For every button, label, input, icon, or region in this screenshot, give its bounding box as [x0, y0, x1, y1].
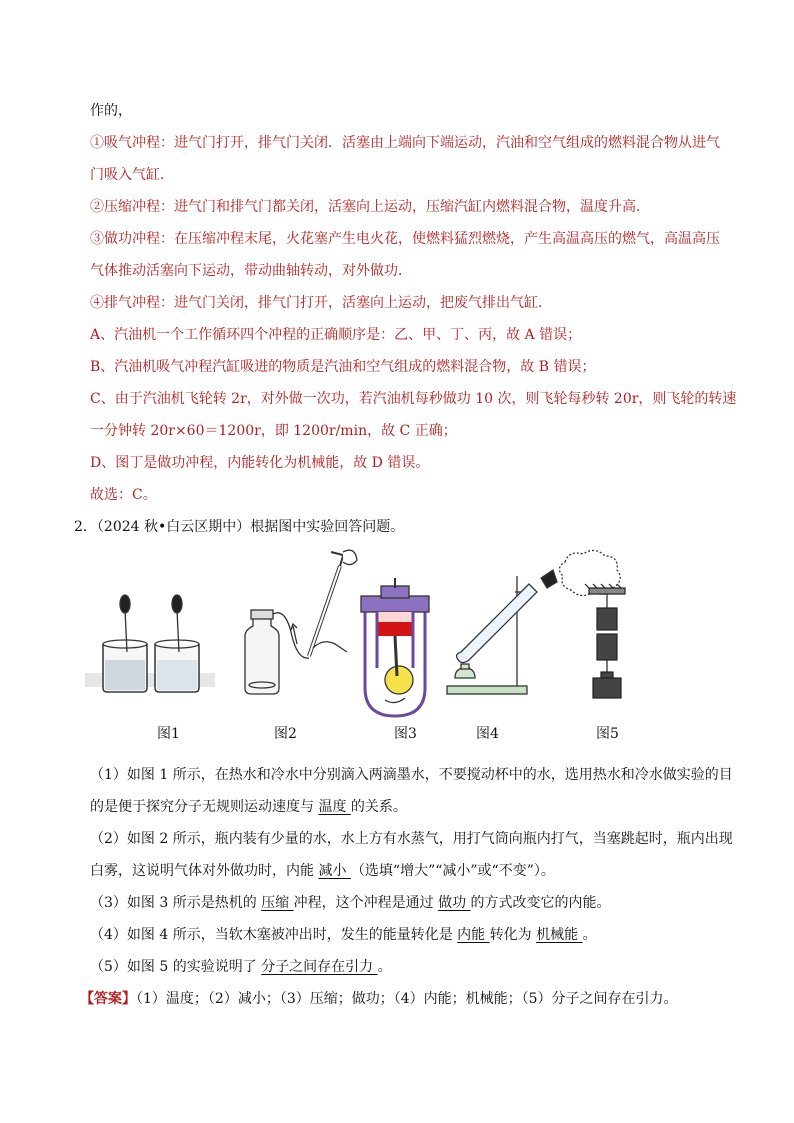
q4-text-end: 。: [582, 927, 597, 943]
stroke2-line: ②压缩冲程：进气门和排气门都关闭，活塞向上运动，压缩汽缸内燃料混合物，温度升高．: [90, 199, 650, 215]
q5-line: [90, 958, 392, 976]
figure-3-caption: 图3: [394, 726, 417, 742]
solution-intro: 作的，: [90, 103, 132, 119]
q1-answer-blank: 温度: [318, 799, 351, 815]
option-c-line2: 一分钟转 20r×60＝1200r，即 1200r/min，故 C 正确；: [90, 423, 457, 439]
answer-text: （1）温度；（2）减小；（3）压缩；做功；（4）内能；机械能；（5）分子之间存在引力。: [136, 991, 678, 1007]
q3-text-mid: 冲程，这个冲程是通过: [293, 895, 434, 911]
q2-text-end: （选填“增大”“减小”或“不变”）。: [350, 863, 555, 879]
question-2-stem: 2．（2024 秋•白云区期中）根据图中实验回答问题。: [74, 519, 405, 535]
q5-text-end: 。: [377, 959, 392, 975]
option-c-line1: C、由于汽油机飞轮转 2r，对外做一次功，若汽油机每秒做功 10 次，则飞轮每秒转 20r，则飞轮的转速: [90, 391, 737, 407]
q3-text-end: 的方式改变它的内能。: [470, 895, 611, 911]
figure-5-lead-cylinders: [585, 584, 625, 698]
figure-1-beakers: [85, 595, 215, 692]
stroke1-line2: 门吸入气缸．: [90, 167, 174, 183]
q1-line1: （1）如图 1 所示，在热水和冷水中分别滴入两滴墨水，不要搅动杯中的水，选用热水和冷水做实验的目: [90, 767, 733, 783]
q3-line: [90, 894, 611, 912]
q5-text: （5）如图 5 的实验说明了: [90, 959, 257, 975]
q4-answer-blank-1: 内能: [457, 927, 490, 943]
q2-text: 白雾，这说明气体对外做功时，内能: [90, 863, 314, 879]
option-d-line: D、图丁是做功冲程，内能转化为机械能，故 D 错误。: [90, 455, 430, 471]
q2-answer-blank: 减小: [318, 863, 351, 879]
stroke3-line1: ③做功冲程：在压缩冲程末尾，火花塞产生电火花，使燃料猛烈燃烧，产生高温高压的燃气，高温高压: [90, 231, 720, 247]
q2-line2: [90, 862, 555, 880]
q4-text-mid: 转化为: [489, 927, 532, 943]
answer-line: [80, 990, 678, 1008]
q4-text: （4）如图 4 所示，当软木塞被冲出时，发生的能量转化是: [90, 927, 453, 943]
stroke3-line2: 气体推动活塞向下运动，带动曲轴转动，对外做功．: [90, 263, 412, 279]
q4-answer-blank-2: 机械能: [536, 927, 583, 943]
q2-line1: （2）如图 2 所示，瓶内装有少量的水，水上方有水蒸气，用打气筒向瓶内打气，当塞跳起时，瓶内出现: [90, 831, 733, 847]
option-b-line: B、汽油机吸气冲程汽缸吸进的物质是汽油和空气组成的燃料混合物，故 B 错误；: [90, 359, 596, 375]
q1-line2: [90, 798, 407, 816]
choice-line: 故选：C。: [90, 487, 157, 503]
q3-answer-blank-1: 压缩: [261, 895, 294, 911]
answer-label: 【答案】: [80, 991, 136, 1007]
q3-answer-blank-2: 做功: [438, 895, 471, 911]
q4-line: [90, 926, 597, 944]
figure-3-engine: [361, 578, 429, 716]
experiment-figures: [85, 548, 725, 748]
stroke4-line: ④排气冲程：进气门关闭，排气门打开，活塞向上运动，把废气排出气缸．: [90, 295, 552, 311]
figure-4-caption: 图4: [476, 726, 499, 742]
option-a-line: A、汽油机一个工作循环四个冲程的正确顺序是：乙、甲、丁、丙，故 A 错误；: [90, 327, 582, 343]
figure-2-caption: 图2: [274, 726, 297, 742]
figure-5-caption: 图5: [596, 726, 619, 742]
q1-text-end: 的关系。: [350, 799, 407, 815]
q5-answer-blank: 分子之间存在引力: [261, 959, 378, 975]
stroke1-line1: ①吸气冲程：进气门打开，排气门关闭．活塞由上端向下端运动，汽油和空气组成的燃料混合物从进气: [90, 135, 720, 151]
figure-4-test-tube: [447, 550, 620, 694]
figure-2-bottle-pump: [245, 550, 357, 694]
figure-1-caption: 图1: [157, 726, 180, 742]
q3-text: （3）如图 3 所示是热机的: [90, 895, 257, 911]
q1-text: 的是便于探究分子无规则运动速度与: [90, 799, 314, 815]
